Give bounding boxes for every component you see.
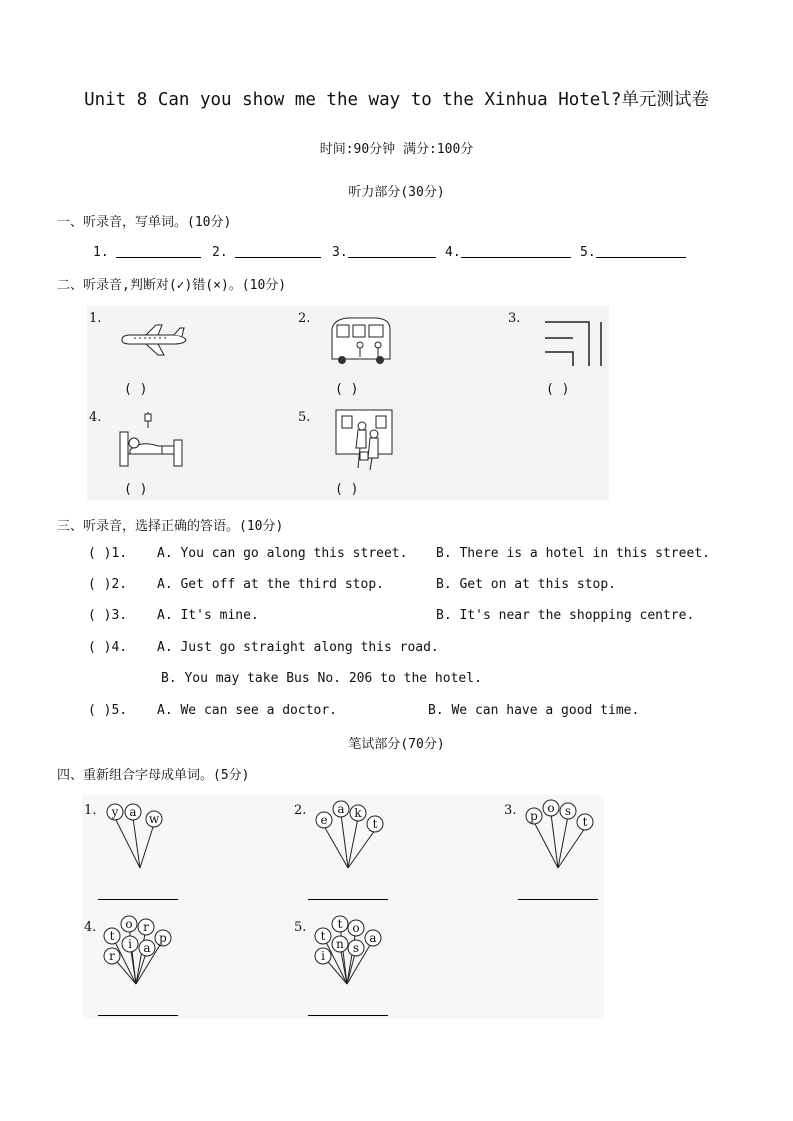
letter-balloon: r xyxy=(143,920,149,934)
letter-balloon: o xyxy=(547,801,555,815)
s3-q3-option-a[interactable]: A. It's mine. xyxy=(157,608,259,623)
s4-num-1: 1. xyxy=(84,803,97,818)
s1-answer-1[interactable] xyxy=(116,243,201,258)
s2-num-2: 2. xyxy=(298,311,311,326)
letter-balloon: w xyxy=(148,812,160,826)
letter-balloon: a xyxy=(129,805,137,819)
s4-answer-2[interactable] xyxy=(308,899,388,900)
hospital-bed-icon xyxy=(118,410,186,468)
s4-num-2: 2. xyxy=(294,803,307,818)
letter-balloon: o xyxy=(125,917,133,931)
s2-paren-3[interactable]: ( ) xyxy=(546,382,570,397)
s3-q4-option-b[interactable]: B. You may take Bus No. 206 to the hotel. xyxy=(161,671,482,686)
letter-balloon: n xyxy=(336,937,344,951)
s3-q5 xyxy=(88,703,127,718)
writing-header: 笔试部分(70分) xyxy=(348,737,445,752)
s3-num-3: 3. xyxy=(111,608,128,623)
letter-balloon: r xyxy=(109,949,115,963)
letter-balloon: t xyxy=(582,815,588,829)
letter-balloon: t xyxy=(109,929,115,943)
exam-info: 时间:90分钟 满分:100分 xyxy=(319,142,474,157)
s3-q2 xyxy=(88,577,127,592)
s3-q1-option-a[interactable]: A. You can go along this street. xyxy=(157,546,408,561)
letter-balloon: k xyxy=(354,806,362,820)
s3-q2-option-a[interactable]: A. Get off at the third stop. xyxy=(157,577,384,592)
s3-paren-5[interactable]: ( ) xyxy=(88,703,112,718)
s2-paren-1[interactable]: ( ) xyxy=(124,382,148,397)
balloon-group-1 xyxy=(100,802,170,870)
section-4-heading: 四、重新组合字母成单词。(5分) xyxy=(57,768,250,783)
s1-answer-4[interactable] xyxy=(461,243,571,258)
s4-answer-4[interactable] xyxy=(98,1015,178,1016)
balloon-group-5 xyxy=(310,914,390,986)
s1-blank-3 xyxy=(332,243,436,260)
s3-num-4: 4. xyxy=(111,640,128,655)
s2-paren-4[interactable]: ( ) xyxy=(124,482,148,497)
letter-balloon: s xyxy=(564,804,572,818)
s2-paren-2[interactable]: ( ) xyxy=(335,382,359,397)
s3-q5-option-a[interactable]: A. We can see a doctor. xyxy=(157,703,338,718)
s4-answer-3[interactable] xyxy=(518,899,598,900)
s2-num-1: 1. xyxy=(89,311,102,326)
s3-q1 xyxy=(88,546,127,561)
letter-balloon: t xyxy=(320,929,326,943)
letter-balloon: t xyxy=(337,917,343,931)
getting-off-train-icon xyxy=(332,408,396,472)
s4-num-5: 5. xyxy=(294,920,307,935)
s1-num-5: 5. xyxy=(580,245,596,260)
letter-balloon: t xyxy=(372,817,378,831)
s2-paren-5[interactable]: ( ) xyxy=(335,482,359,497)
s3-num-2: 2. xyxy=(111,577,128,592)
s1-answer-5[interactable] xyxy=(596,243,686,258)
s3-q4-option-a[interactable]: A. Just go straight along this road. xyxy=(157,640,439,655)
s1-num-1: 1. xyxy=(93,245,109,260)
s2-num-4: 4. xyxy=(89,410,102,425)
s3-paren-4[interactable]: ( ) xyxy=(88,640,112,655)
s3-q3-option-b[interactable]: B. It's near the shopping centre. xyxy=(436,608,695,623)
s2-num-3: 3. xyxy=(508,311,521,326)
s1-num-2: 2. xyxy=(212,245,228,260)
letter-balloon: i xyxy=(128,937,132,951)
letter-balloon: p xyxy=(159,931,167,945)
s3-num-1: 1. xyxy=(111,546,128,561)
s3-q2-option-b[interactable]: B. Get on at this stop. xyxy=(436,577,617,592)
section-1-heading: 一、听录音，写单词。(10分) xyxy=(57,215,232,230)
letter-balloon: a xyxy=(143,941,151,955)
bus-icon xyxy=(326,315,396,365)
s1-num-3: 3. xyxy=(332,245,348,260)
letter-balloon: o xyxy=(352,921,360,935)
s4-num-4: 4. xyxy=(84,920,97,935)
s1-answer-3[interactable] xyxy=(348,243,436,258)
s3-q1-option-b[interactable]: B. There is a hotel in this street. xyxy=(436,546,710,561)
s4-num-3: 3. xyxy=(504,803,517,818)
s3-num-5: 5. xyxy=(111,703,128,718)
balloon-group-2 xyxy=(310,800,390,870)
letter-balloon: s xyxy=(352,941,360,955)
s3-q3 xyxy=(88,608,127,623)
s3-q5-option-b[interactable]: B. We can have a good time. xyxy=(428,703,640,718)
s1-blank-4 xyxy=(445,243,571,260)
s3-q4 xyxy=(88,640,127,655)
section-2-heading: 二、听录音,判断对(✓)错(×)。(10分) xyxy=(57,278,287,293)
page-title: Unit 8 Can you show me the way to the Xinhua Hotel?单元测试卷 xyxy=(84,90,709,110)
letter-balloon: a xyxy=(337,802,345,816)
s3-paren-2[interactable]: ( ) xyxy=(88,577,112,592)
letter-balloon: e xyxy=(320,813,328,827)
letter-balloon: p xyxy=(530,809,538,823)
s1-answer-2[interactable] xyxy=(235,243,321,258)
letter-balloon: y xyxy=(111,805,119,819)
turn-sign-icon xyxy=(543,318,605,368)
s4-answer-5[interactable] xyxy=(308,1015,388,1016)
section-3-heading: 三、听录音，选择正确的答语。(10分) xyxy=(57,519,284,534)
s4-answer-1[interactable] xyxy=(98,899,178,900)
s3-paren-3[interactable]: ( ) xyxy=(88,608,112,623)
s1-blank-row xyxy=(93,243,201,260)
balloon-group-4 xyxy=(100,914,180,986)
listening-header: 听力部分(30分) xyxy=(348,185,445,200)
airplane-icon xyxy=(118,324,188,356)
letter-balloon: a xyxy=(369,931,377,945)
s1-blank-5 xyxy=(580,243,686,260)
s2-num-5: 5. xyxy=(298,410,311,425)
s1-num-4: 4. xyxy=(445,245,461,260)
s3-paren-1[interactable]: ( ) xyxy=(88,546,112,561)
s1-blank-2 xyxy=(212,243,321,260)
balloon-group-3 xyxy=(520,798,600,870)
letter-balloon: i xyxy=(321,949,325,963)
